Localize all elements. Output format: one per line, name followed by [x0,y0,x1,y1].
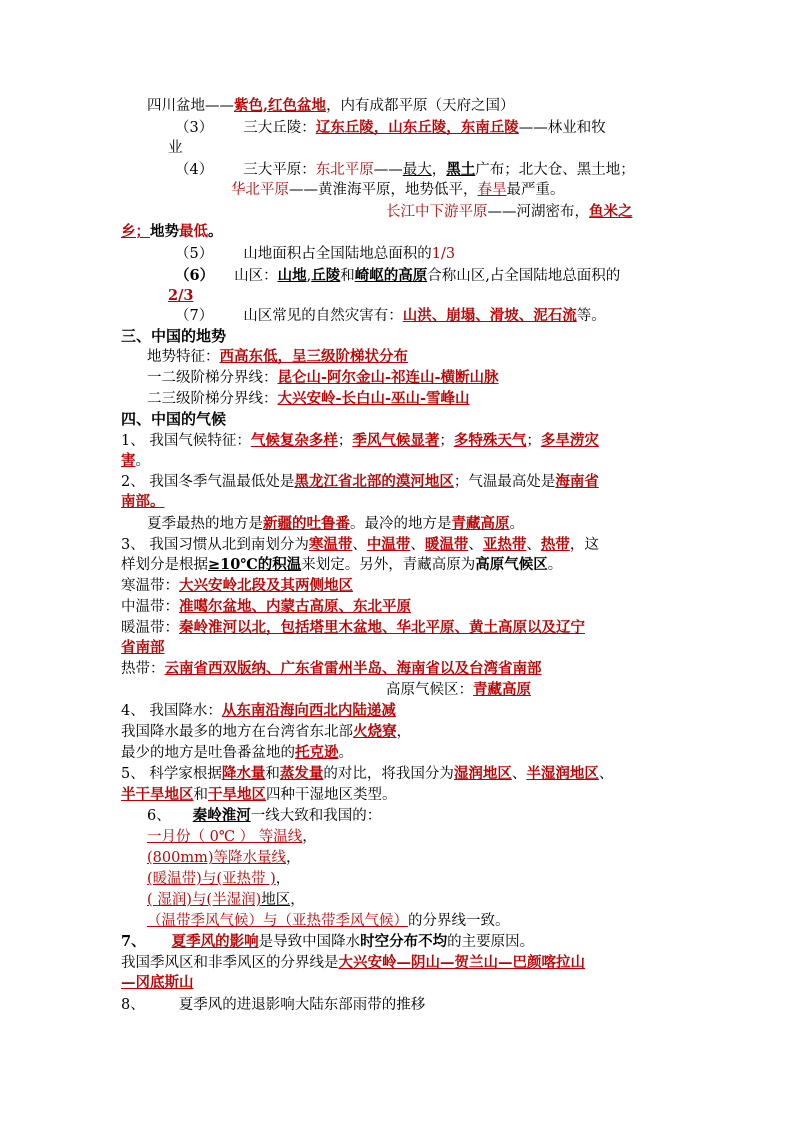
line-north-china-plain: 华北平原——黄淮海平原，地势低平，春旱最严重。 [231,182,565,198]
line-mid-temperate: 中温带：准噶尔盆地、内蒙古高原、东北平原 [121,598,411,615]
line-precipitation: 4、 我国降水：从东南沿海向西北内陆递减 [121,702,396,719]
line-natural-disasters: （7） 山区常见的自然灾害有：山洪、崩塌、滑坡、泥石流等。 [175,307,606,324]
line-isohyet: (800mm)等降水量线， [147,850,301,866]
line-yangtze-plain-cont: 乡；地势最低。 [121,223,223,240]
line-rain-belt: 8、 夏季风的进退影响大陆东部雨带的推移 [121,997,426,1013]
line-mountain-region-cont: 2/3 [168,287,194,304]
line-temperate-zones-boundary: (暖温带)与(亚热带 )， [147,871,291,887]
line-plateau-climate: 高原气候区：青藏高原 [386,681,531,698]
line-isotherm: 一月份（ 0℃ ） 等温线， [147,829,317,845]
line-three-hills: （3） 三大丘陵：辽东丘陵，山东丘陵，东南丘陵——林业和牧 [175,119,606,136]
line-three-hills-cont: 业 [168,140,183,156]
line-temperature-zones-cont: 样划分是根据≥10℃的积温来划定。另外，青藏高原为高原气候区。 [121,556,563,573]
line-terrain-feature: 地势特征：西高东低，呈三级阶梯状分布 [147,348,408,365]
line-summer-extremes: 夏季最热的地方是新疆的吐鲁番。最冷的地方是青藏高原。 [147,515,524,532]
line-dry-wet-regions-cont: 半干旱地区和干旱地区四种干湿地区类型。 [121,786,397,803]
line-monsoon-boundary-cont: —冈底斯山 [121,974,194,991]
line-summer-monsoon: 7、 夏季风的影响是导致中国降水时空分布不均的主要原因。 [121,933,535,950]
line-climate-feature-cont: 害。 [121,452,150,469]
heading-climate: 四、中国的气候 [121,410,227,428]
line-warm-temperate-cont: 省南部 [121,639,165,656]
line-step1-2-boundary: 一二级阶梯分界线：昆仑山-阿尔金山-祁连山-横断山脉 [147,369,499,386]
line-climate-feature: 1、 我国气候特征：气候复杂多样；季风气候显著；多特殊天气；多旱涝灾 [121,432,599,449]
line-monsoon-boundary: 我国季风区和非季风区的分界线是大兴安岭—阴山—贺兰山—巴颜喀拉山 [121,954,585,971]
line-cold-temperate: 寒温带：大兴安岭北段及其两侧地区 [121,577,353,594]
line-tropical: 热带：云南省西双版纳、广东省雷州半岛、海南省以及台湾省南部 [121,660,542,677]
line-warm-temperate: 暖温带：秦岭淮河以北，包括塔里木盆地、华北平原、黄土高原以及辽宁 [121,619,585,636]
line-winter-temperature: 2、 我国冬季气温最低处是黑龙江省北部的漠河地区；气温最高处是海南省 [121,473,599,490]
line-winter-temperature-cont: 南部。 [121,493,165,510]
line-three-plains: （4） 三大平原：东北平原——最大，黑土广布；北大仓、黑土地； [175,161,635,178]
line-climate-boundary: （温带季风气候）与（亚热带季风气候）的分界线一致。 [147,913,510,929]
line-qinling-huaihe: 6、 秦岭淮河一线大致和我国的： [147,807,382,824]
line-precip-min: 最少的地方是吐鲁番盆地的托克逊。 [121,744,353,761]
line-mountain-region: （6） 山区：山地,丘陵和崎岖的高原合称山区,占全国陆地总面积的 [175,267,621,284]
line-humidity-boundary: ( 湿润)与(半湿润)地区， [147,892,305,908]
line-yangtze-plain: 长江中下游平原——河湖密布，鱼米之 [386,203,633,220]
line-step2-3-boundary: 二三级阶梯分界线：大兴安岭-长白山-巫山-雪峰山 [147,390,470,407]
line-temperature-zones: 3、 我国习惯从北到南划分为寒温带、中温带、暖温带、亚热带、热带，这 [121,536,599,553]
line-sichuan-basin: 四川盆地——紫色,红色盆地，内有成都平原（天府之国） [147,97,515,114]
line-mountain-area: （5） 山地面积占全国陆地总面积的1/3 [175,246,456,262]
line-precip-max: 我国降水最多的地方在台湾省东北部火烧寮， [121,723,411,740]
heading-terrain: 三、中国的地势 [121,327,227,345]
line-dry-wet-regions: 5、 科学家根据降水量和蒸发量的对比，将我国分为湿润地区、半湿润地区、 [121,765,614,782]
